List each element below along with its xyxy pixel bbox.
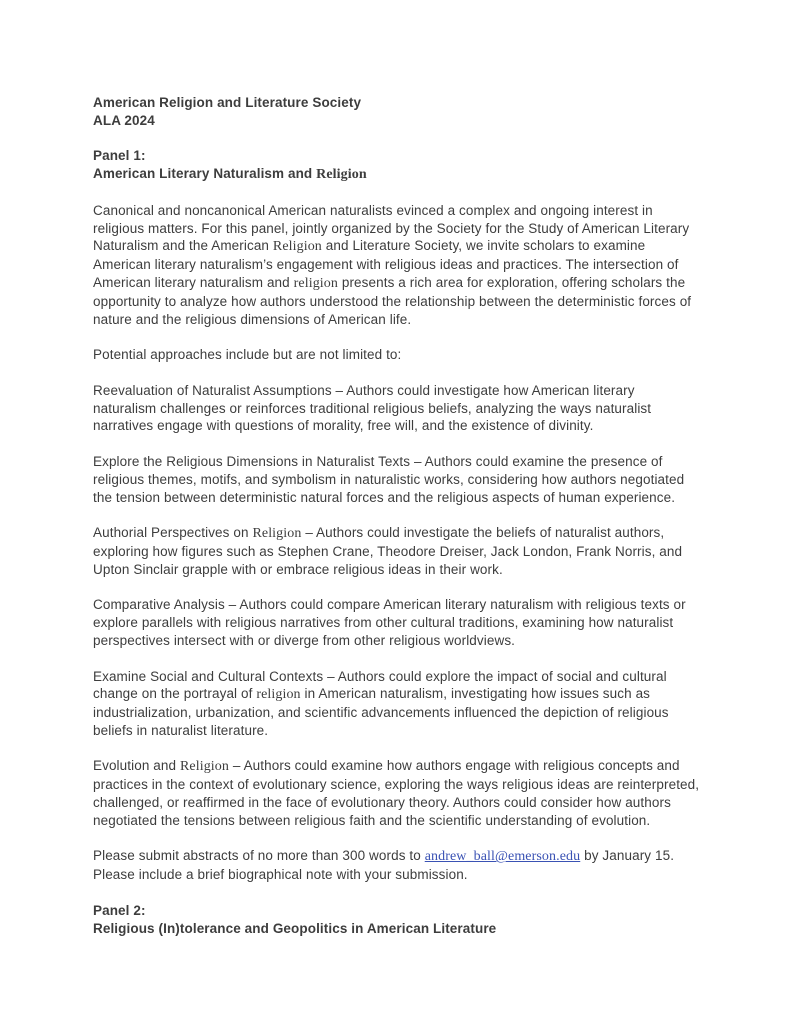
paragraph [93,596,701,649]
document-body [93,94,701,937]
text-run: Evolution and [93,758,180,774]
text-run: and Literature Society, we invite scholars to examine American literary naturalism’s engagement with religious ideas and practices. The intersection of American literary naturalism and [93,238,679,290]
text-run: Potential approaches include but are not limited to: [93,347,402,363]
paragraph [93,668,701,740]
text-run: Authorial Perspectives on [93,525,253,541]
paragraph [93,382,701,435]
text-run: Panel 2: [93,902,146,918]
serif-word: Religion [272,239,322,255]
serif-word: religion [256,687,301,703]
paragraph [93,524,701,578]
text-run: Panel 1: [93,148,146,164]
heading [93,147,701,184]
text-run: ALA 2024 [93,112,155,128]
text-run: in American naturalism, investigating how issues such as industrialization, urbanization, and scientific advancements influenced the depiction of religious beliefs in naturalist literature. [93,686,669,738]
text-run: Canonical and noncanonical American naturalists evinced a complex and ongoing interest in religious matters. For this panel, jointly organized by the Society for the Study of American Literary Naturalism and the American [93,202,690,254]
text-run: – Authors could examine how authors engage with religious concepts and practices in the context of evolutionary science, exploring the ways religious ideas are reinterpreted, challenged, or reaffirmed in the face of evolutionary theory. Authors could consider how authors negotiated the tensions between religious faith and the scientific understanding of evolution. [93,758,700,828]
text-run: Explore the Religious Dimensions in Naturalist Texts – Authors could examine the presence of religious themes, motifs, and symbolism in naturalistic works, considering how authors negotiated the tension between deterministic natural forces and the religious aspects of human experience. [93,453,685,505]
text-run: by January 15. Please include a brief biographical note with your submission. [93,848,675,883]
text-run: Religious (In)tolerance and Geopolitics in American Literature [93,920,497,936]
paragraph [93,346,701,364]
text-run: Examine Social and Cultural Contexts – Authors could explore the impact of social and cultural change on the portrayal of [93,668,667,702]
serif-word: religion [293,275,338,291]
serif-word: Religion [179,759,229,775]
paragraph [93,847,701,884]
text-run: American Religion and Literature Society [93,95,362,110]
text-run: Please submit abstracts of no more than 300 words to [93,848,425,864]
text-run: Reevaluation of Naturalist Assumptions – Authors could investigate how American literary naturalism challenges or reinforces traditional religious beliefs, analyzing the ways naturalist narratives engage with questions of morality, free will, and the existence of divinity. [93,382,652,434]
text-run: presents a rich area for exploration, offering scholars the opportunity to analyze how authors understood the relationship between the deterministic forces of nature and the religious dimensions of American life. [93,274,692,327]
text-run: – Authors could investigate the beliefs of naturalist authors, exploring how figures such as Stephen Crane, Theodore Dreiser, Jack London, Frank Norris, and Upton Sinclair grapple with or embrace religious ideas in their work. [93,525,683,577]
email-link[interactable]: andrew_ball@emerson.edu [424,849,581,865]
heading [93,902,701,938]
heading [93,94,701,130]
serif-word: Religion [316,167,367,183]
paragraph [93,453,701,506]
serif-word: Religion [252,526,302,542]
text-run: American Literary Naturalism and [93,166,317,182]
text-run: Comparative Analysis – Authors could compare American literary naturalism with religious texts or explore parallels with religious narratives from other cultural traditions, examining how naturalist perspectives intersect with or diverge from other religious worldviews. [93,597,686,648]
paragraph [93,202,701,329]
paragraph [93,757,701,829]
